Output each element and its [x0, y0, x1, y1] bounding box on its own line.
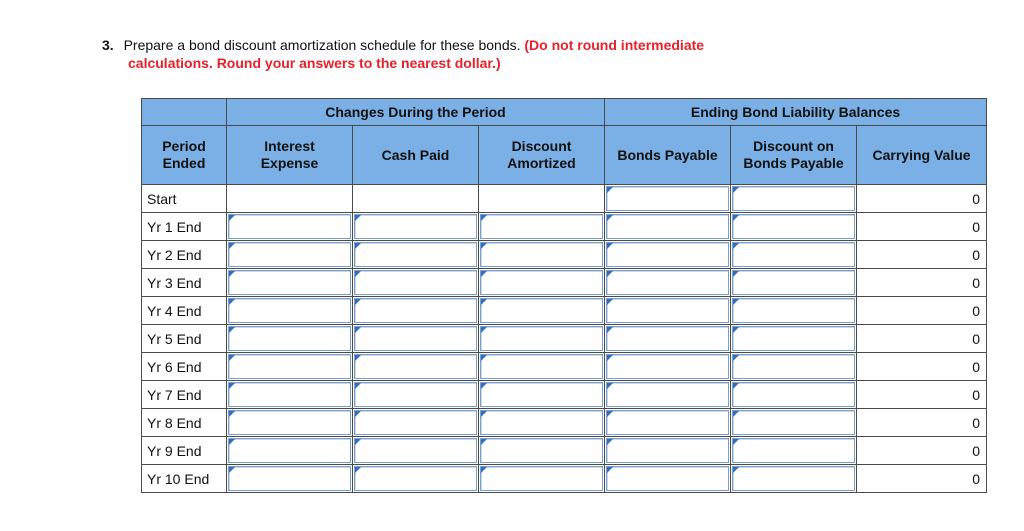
carrying-value-cell: 0	[857, 409, 987, 437]
discount-on-bonds-cell	[731, 409, 857, 437]
bonds-payable-input[interactable]	[606, 354, 729, 379]
bonds-payable-input[interactable]	[606, 410, 729, 435]
cash-paid-input[interactable]	[354, 242, 477, 267]
bonds-payable-cell	[605, 241, 731, 269]
question-prompt	[102, 36, 862, 72]
discount-amortized-input[interactable]	[480, 410, 603, 435]
cash-paid-input[interactable]	[354, 270, 477, 295]
bonds-payable-input[interactable]	[606, 466, 729, 491]
table-row	[142, 409, 987, 437]
discount-on-bonds-cell	[731, 381, 857, 409]
interest-expense-input[interactable]	[228, 214, 351, 239]
cash-paid-input[interactable]	[354, 410, 477, 435]
interest-expense-input[interactable]	[228, 438, 351, 463]
cash-paid-cell	[353, 297, 479, 325]
discount-amortized-input[interactable]	[480, 242, 603, 267]
bonds-payable-cell	[605, 297, 731, 325]
carrying-value-cell: 0	[857, 269, 987, 297]
discount-on-bonds-input[interactable]	[732, 438, 855, 463]
discount-amortized-cell	[479, 353, 605, 381]
instruction-line-1: (Do not round intermediate	[524, 37, 705, 53]
question-number: 3.	[102, 37, 114, 53]
bonds-payable-cell	[605, 325, 731, 353]
discount-on-bonds-cell	[731, 185, 857, 213]
discount-amortized-input[interactable]	[480, 382, 603, 407]
cash-paid-cell	[353, 185, 479, 213]
interest-expense-cell	[227, 325, 353, 353]
discount-on-bonds-cell	[731, 297, 857, 325]
interest-expense-input[interactable]	[228, 242, 351, 267]
discount-amortized-cell	[479, 241, 605, 269]
discount-on-bonds-cell	[731, 213, 857, 241]
table-row	[142, 213, 987, 241]
bonds-payable-input[interactable]	[606, 186, 729, 211]
discount-on-bonds-cell	[731, 437, 857, 465]
col-header-cash-paid: Cash Paid	[353, 126, 479, 185]
discount-amortized-input[interactable]	[480, 438, 603, 463]
table-row	[142, 465, 987, 493]
interest-expense-input[interactable]	[228, 354, 351, 379]
interest-expense-cell	[227, 353, 353, 381]
period-label: Yr 7 End	[142, 381, 227, 409]
discount-on-bonds-input[interactable]	[732, 466, 855, 491]
table-row	[142, 325, 987, 353]
cash-paid-cell	[353, 409, 479, 437]
cash-paid-input[interactable]	[354, 466, 477, 491]
discount-on-bonds-cell	[731, 325, 857, 353]
column-header-row	[142, 126, 987, 185]
table-row	[142, 241, 987, 269]
cash-paid-cell	[353, 213, 479, 241]
interest-expense-input[interactable]	[228, 382, 351, 407]
question-text: Prepare a bond discount amortization schedule for these bonds.	[123, 37, 521, 53]
col-header-discount-on-bonds: Discount on Bonds Payable	[731, 126, 857, 185]
group-header-changes: Changes During the Period	[227, 99, 605, 126]
interest-expense-input[interactable]	[228, 298, 351, 323]
period-label: Yr 9 End	[142, 437, 227, 465]
bonds-payable-input[interactable]	[606, 438, 729, 463]
carrying-value-cell: 0	[857, 297, 987, 325]
cash-paid-cell	[353, 381, 479, 409]
discount-amortized-cell	[479, 213, 605, 241]
carrying-value-cell: 0	[857, 353, 987, 381]
cash-paid-cell	[353, 437, 479, 465]
group-header-ending: Ending Bond Liability Balances	[605, 99, 987, 126]
bonds-payable-input[interactable]	[606, 326, 729, 351]
col-header-discount-amortized: Discount Amortized	[479, 126, 605, 185]
bonds-payable-cell	[605, 409, 731, 437]
interest-expense-cell	[227, 465, 353, 493]
bonds-payable-cell	[605, 185, 731, 213]
bonds-payable-cell	[605, 465, 731, 493]
bonds-payable-input[interactable]	[606, 242, 729, 267]
discount-on-bonds-input[interactable]	[732, 326, 855, 351]
bonds-payable-cell	[605, 381, 731, 409]
table-row	[142, 437, 987, 465]
period-label: Yr 4 End	[142, 297, 227, 325]
group-header-row	[142, 99, 987, 126]
discount-amortized-input[interactable]	[480, 466, 603, 491]
table-row	[142, 353, 987, 381]
cash-paid-cell	[353, 269, 479, 297]
bonds-payable-cell	[605, 437, 731, 465]
interest-expense-cell	[227, 213, 353, 241]
interest-expense-input[interactable]	[228, 270, 351, 295]
discount-on-bonds-cell	[731, 465, 857, 493]
discount-on-bonds-input[interactable]	[732, 382, 855, 407]
discount-on-bonds-input[interactable]	[732, 214, 855, 239]
col-header-bonds-payable: Bonds Payable	[605, 126, 731, 185]
discount-on-bonds-cell	[731, 269, 857, 297]
carrying-value-cell: 0	[857, 465, 987, 493]
bonds-payable-cell	[605, 213, 731, 241]
instruction-line-2: calculations. Round your answers to the nearest dollar.)	[128, 55, 501, 71]
cash-paid-input[interactable]	[354, 382, 477, 407]
interest-expense-cell	[227, 241, 353, 269]
discount-amortized-cell	[479, 465, 605, 493]
amortization-schedule-table	[141, 98, 987, 493]
discount-amortized-cell	[479, 381, 605, 409]
cash-paid-input[interactable]	[354, 354, 477, 379]
interest-expense-input[interactable]	[228, 466, 351, 491]
discount-on-bonds-input[interactable]	[732, 410, 855, 435]
table-row	[142, 269, 987, 297]
period-label: Yr 3 End	[142, 269, 227, 297]
interest-expense-cell	[227, 437, 353, 465]
period-label: Start	[142, 185, 227, 213]
carrying-value-cell: 0	[857, 437, 987, 465]
period-label: Yr 5 End	[142, 325, 227, 353]
carrying-value-cell: 0	[857, 381, 987, 409]
discount-amortized-cell	[479, 297, 605, 325]
bonds-payable-cell	[605, 353, 731, 381]
cash-paid-input[interactable]	[354, 214, 477, 239]
interest-expense-cell	[227, 381, 353, 409]
discount-amortized-cell	[479, 437, 605, 465]
discount-amortized-input[interactable]	[480, 214, 603, 239]
carrying-value-cell: 0	[857, 185, 987, 213]
period-label: Yr 2 End	[142, 241, 227, 269]
discount-amortized-input[interactable]	[480, 326, 603, 351]
discount-amortized-input[interactable]	[480, 270, 603, 295]
discount-on-bonds-cell	[731, 241, 857, 269]
interest-expense-cell	[227, 297, 353, 325]
cash-paid-cell	[353, 353, 479, 381]
discount-on-bonds-input[interactable]	[732, 298, 855, 323]
bonds-payable-input[interactable]	[606, 270, 729, 295]
discount-on-bonds-input[interactable]	[732, 186, 855, 211]
col-header-period: Period Ended	[142, 126, 227, 185]
period-label: Yr 10 End	[142, 465, 227, 493]
cash-paid-cell	[353, 465, 479, 493]
discount-on-bonds-input[interactable]	[732, 242, 855, 267]
discount-amortized-cell	[479, 185, 605, 213]
table-row	[142, 185, 987, 213]
cash-paid-input[interactable]	[354, 438, 477, 463]
period-label: Yr 6 End	[142, 353, 227, 381]
interest-expense-cell	[227, 185, 353, 213]
interest-expense-cell	[227, 269, 353, 297]
bonds-payable-cell	[605, 269, 731, 297]
period-label: Yr 1 End	[142, 213, 227, 241]
table-row	[142, 297, 987, 325]
discount-amortized-cell	[479, 269, 605, 297]
period-label: Yr 8 End	[142, 409, 227, 437]
discount-amortized-input[interactable]	[480, 298, 603, 323]
cash-paid-cell	[353, 241, 479, 269]
col-header-carrying-value: Carrying Value	[857, 126, 987, 185]
discount-amortized-cell	[479, 325, 605, 353]
group-header-blank	[142, 99, 227, 126]
table-row	[142, 381, 987, 409]
cash-paid-input[interactable]	[354, 298, 477, 323]
col-header-interest-expense: Interest Expense	[227, 126, 353, 185]
bonds-payable-input[interactable]	[606, 382, 729, 407]
carrying-value-cell: 0	[857, 241, 987, 269]
interest-expense-cell	[227, 409, 353, 437]
cash-paid-cell	[353, 325, 479, 353]
bonds-payable-input[interactable]	[606, 298, 729, 323]
discount-on-bonds-input[interactable]	[732, 270, 855, 295]
interest-expense-input[interactable]	[228, 410, 351, 435]
cash-paid-input[interactable]	[354, 326, 477, 351]
discount-on-bonds-cell	[731, 353, 857, 381]
discount-amortized-input[interactable]	[480, 354, 603, 379]
discount-on-bonds-input[interactable]	[732, 354, 855, 379]
discount-amortized-cell	[479, 409, 605, 437]
interest-expense-input[interactable]	[228, 326, 351, 351]
carrying-value-cell: 0	[857, 213, 987, 241]
carrying-value-cell: 0	[857, 325, 987, 353]
bonds-payable-input[interactable]	[606, 214, 729, 239]
